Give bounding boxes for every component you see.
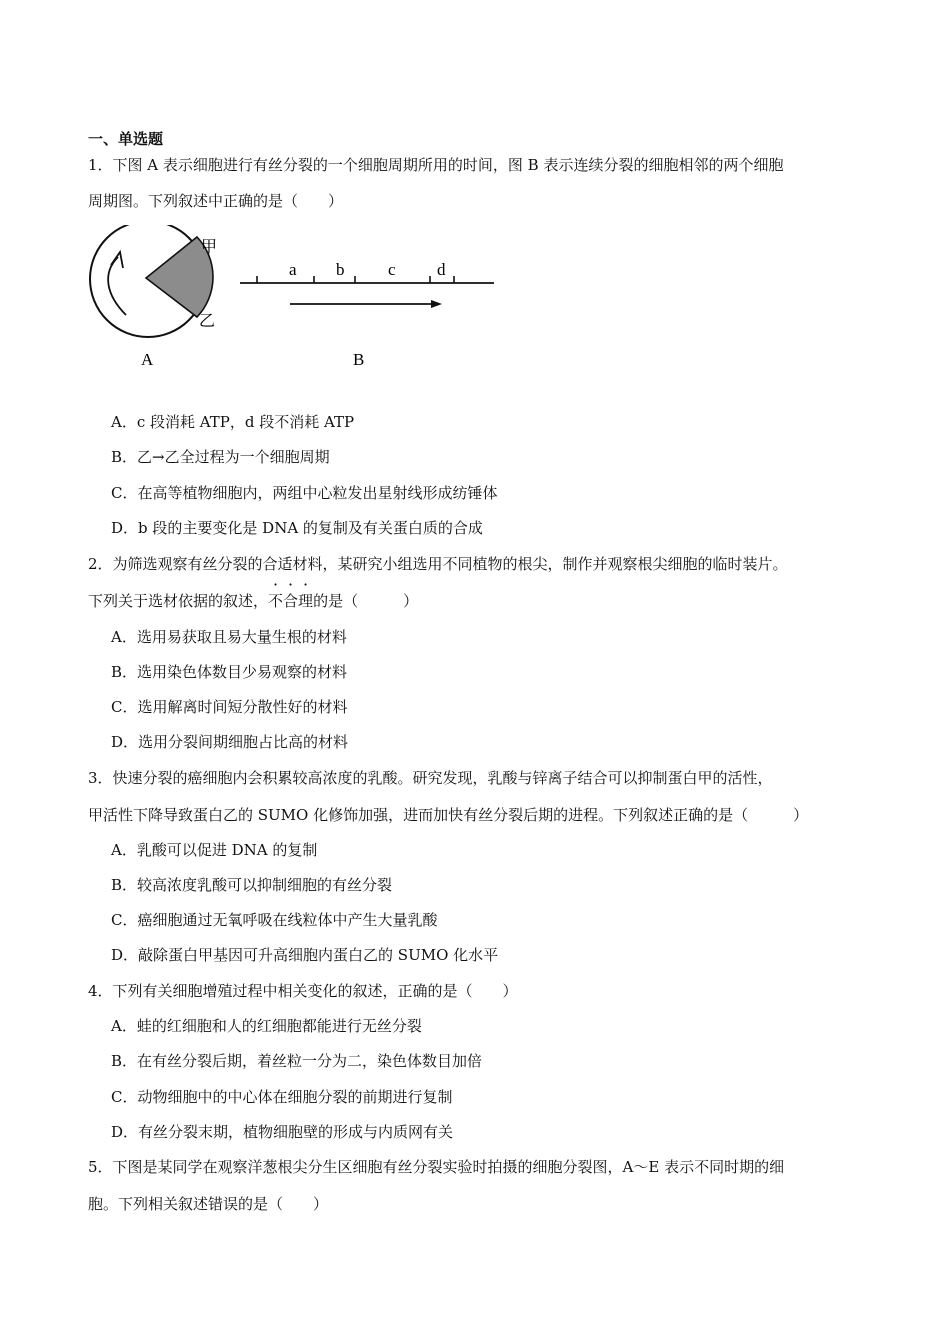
segment-b-label: b (336, 260, 345, 279)
q1-option-b[interactable]: B．乙→乙全过程为一个细胞周期 (111, 448, 330, 466)
segment-d-label: d (437, 260, 446, 279)
segment-a-label: a (289, 260, 297, 279)
q3-option-a[interactable]: A．乳酸可以促进 DNA 的复制 (111, 841, 318, 859)
q4-option-b[interactable]: B．在有丝分裂后期，着丝粒一分为二，染色体数目加倍 (111, 1052, 483, 1070)
q1-option-a[interactable]: A．c 段消耗 ATP，d 段不消耗 ATP (111, 413, 355, 431)
q4-stem-line-1: 4．下列有关细胞增殖过程中相关变化的叙述，正确的是（ ） (88, 982, 518, 1000)
q2-option-a[interactable]: A．选用易获取且易大量生根的材料 (111, 628, 347, 646)
point-jia-label: 甲 (201, 237, 218, 256)
emphasis-dot-char: 理 (298, 592, 314, 610)
q2-option-b[interactable]: B．选用染色体数目少易观察的材料 (111, 663, 348, 681)
q2-stem-line-2 (88, 590, 418, 611)
q1-stem-line-2: 周期图。下列叙述中正确的是（ ） (88, 192, 344, 210)
q4-option-d[interactable]: D．有丝分裂末期，植物细胞壁的形成与内质网有关 (111, 1123, 454, 1141)
cell-cycle-figure (80, 225, 520, 375)
segment-c-label: c (388, 260, 396, 279)
q5-stem-line-2: 胞。下列相关叙述错误的是（ ） (88, 1195, 329, 1213)
section-title: 一、单选题 (88, 130, 164, 148)
q4-option-a[interactable]: A．蛙的红细胞和人的红细胞都能进行无丝分裂 (111, 1017, 422, 1035)
q3-option-b[interactable]: B．较高浓度乳酸可以抑制细胞的有丝分裂 (111, 876, 393, 894)
emphasis-dotted-text (268, 592, 313, 610)
arrow-head-icon (431, 300, 442, 308)
figure-b-line-diagram (240, 260, 494, 369)
q5-stem-line-1: 5．下图是某同学在观察洋葱根尖分生区细胞有丝分裂实验时拍摄的细胞分裂图，A～E 表示不同时期的细 (88, 1158, 785, 1176)
point-yi-label: 乙 (199, 311, 216, 330)
q3-stem-line-2: 甲活性下降导致蛋白乙的 SUMO 化修饰加强，进而加快有丝分裂后期的进程。下列叙述正确的是（ ） (88, 806, 809, 824)
q3-option-d[interactable]: D．敲除蛋白甲基因可升高细胞内蛋白乙的 SUMO 化水平 (111, 946, 499, 964)
q4-option-c[interactable]: C．动物细胞中的中心体在细胞分裂的前期进行复制 (111, 1088, 453, 1106)
arrow-head-icon (111, 252, 123, 268)
figure-b-label: B (353, 350, 365, 369)
figure-a-label: A (141, 350, 154, 369)
emphasis-dot-char: 不 (268, 592, 284, 610)
q2-option-c[interactable]: C．选用解离时间短分散性好的材料 (111, 698, 348, 716)
q2-option-d[interactable]: D．选用分裂间期细胞占比高的材料 (111, 733, 349, 751)
q2-stem-suffix: 的是（ ） (313, 592, 419, 610)
figure-a-circle-diagram (90, 225, 217, 369)
q3-stem-line-1: 3．快速分裂的癌细胞内会积累较高浓度的乳酸。研究发现，乳酸与锌离子结合可以抑制蛋白甲的活性， (88, 769, 773, 787)
q1-option-d[interactable]: D．b 段的主要变化是 DNA 的复制及有关蛋白质的合成 (111, 519, 483, 537)
emphasis-dot-char: 合 (283, 592, 299, 610)
q2-stem-prefix: 下列关于选材依据的叙述， (88, 592, 269, 610)
q3-option-c[interactable]: C．癌细胞通过无氧呼吸在线粒体中产生大量乳酸 (111, 911, 438, 929)
q1-stem-line-1: 1．下图 A 表示细胞进行有丝分裂的一个细胞周期所用的时间，图 B 表示连续分裂的细胞相邻的两个细胞 (88, 156, 784, 174)
q2-stem-line-1: 2．为筛选观察有丝分裂的合适材料，某研究小组选用不同植物的根尖，制作并观察根尖细胞的临时装片。 (88, 555, 788, 573)
q1-option-c[interactable]: C．在高等植物细胞内，两组中心粒发出星射线形成纺锤体 (111, 484, 498, 502)
